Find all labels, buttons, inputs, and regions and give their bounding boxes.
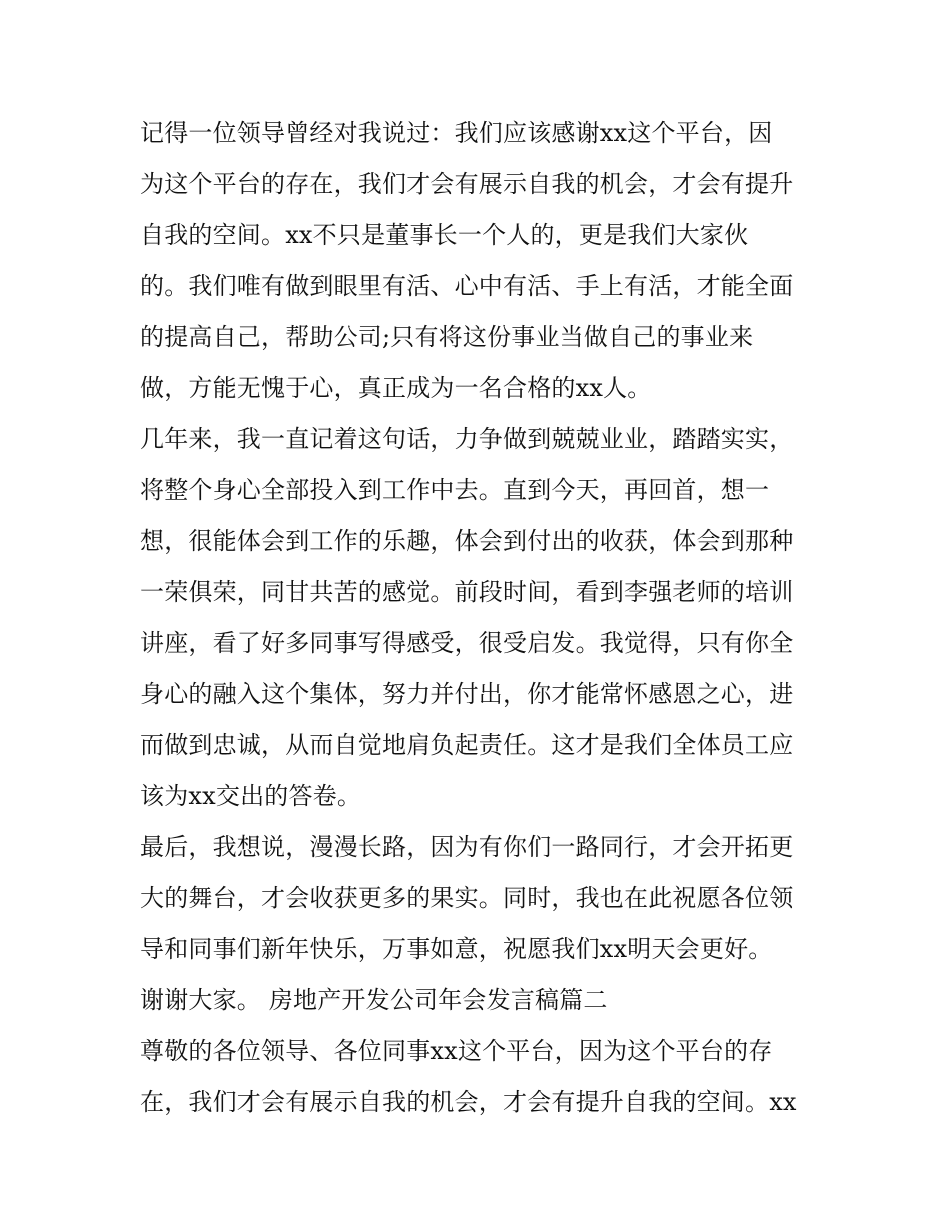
text-line: 尊敬的各位领导、各位同事xx这个平台，因为这个平台的存 (140, 1037, 773, 1065)
text-line: 一荣俱荣，同甘共苦的感觉。前段时间，看到李强老师的培训 (140, 578, 794, 606)
text-line: 自我的空间。xx不只是董事长一个人的，更是我们大家伙 (140, 221, 749, 249)
text-line: 最后，我想说，漫漫长路，因为有你们一路同行，才会开拓更 (140, 833, 794, 861)
text-line: 导和同事们新年快乐，万事如意，祝愿我们xx明天会更好。 (140, 935, 773, 963)
text-line: 身心的融入这个集体，努力并付出，你才能常怀感恩之心，进 (140, 680, 794, 708)
section-heading-line: 谢谢大家。 房地产开发公司年会发言稿篇二 (140, 986, 608, 1014)
text-line: 为这个平台的存在，我们才会有展示自我的机会，才会有提升 (140, 170, 794, 198)
text-line: 记得一位领导曾经对我说过：我们应该感谢xx这个平台，因 (140, 119, 773, 147)
text-line: 做，方能无愧于心，真正成为一名合格的xx人。 (140, 374, 652, 402)
text-line: 将整个身心全部投入到工作中去。直到今天，再回首，想一 (140, 476, 770, 504)
text-line: 几年来，我一直记着这句话，力争做到兢兢业业，踏踏实实， (140, 425, 794, 453)
text-line: 的。我们唯有做到眼里有活、心中有活、手上有活，才能全面 (140, 272, 794, 300)
text-line: 而做到忠诚，从而自觉地肩负起责任。这才是我们全体员工应 (140, 731, 794, 759)
text-line: 讲座，看了好多同事写得感受，很受启发。我觉得，只有你全 (140, 629, 794, 657)
text-line: 想，很能体会到工作的乐趣，体会到付出的收获，体会到那种 (140, 527, 794, 555)
text-line: 的提高自己，帮助公司;只有将这份事业当做自己的事业来 (140, 323, 754, 351)
document-body (140, 108, 830, 1128)
text-line: 在，我们才会有展示自我的机会，才会有提升自我的空间。xx (140, 1088, 797, 1116)
text-line: 大的舞台，才会收获更多的果实。同时，我也在此祝愿各位领 (140, 884, 794, 912)
text-line: 该为xx交出的答卷。 (140, 782, 362, 810)
